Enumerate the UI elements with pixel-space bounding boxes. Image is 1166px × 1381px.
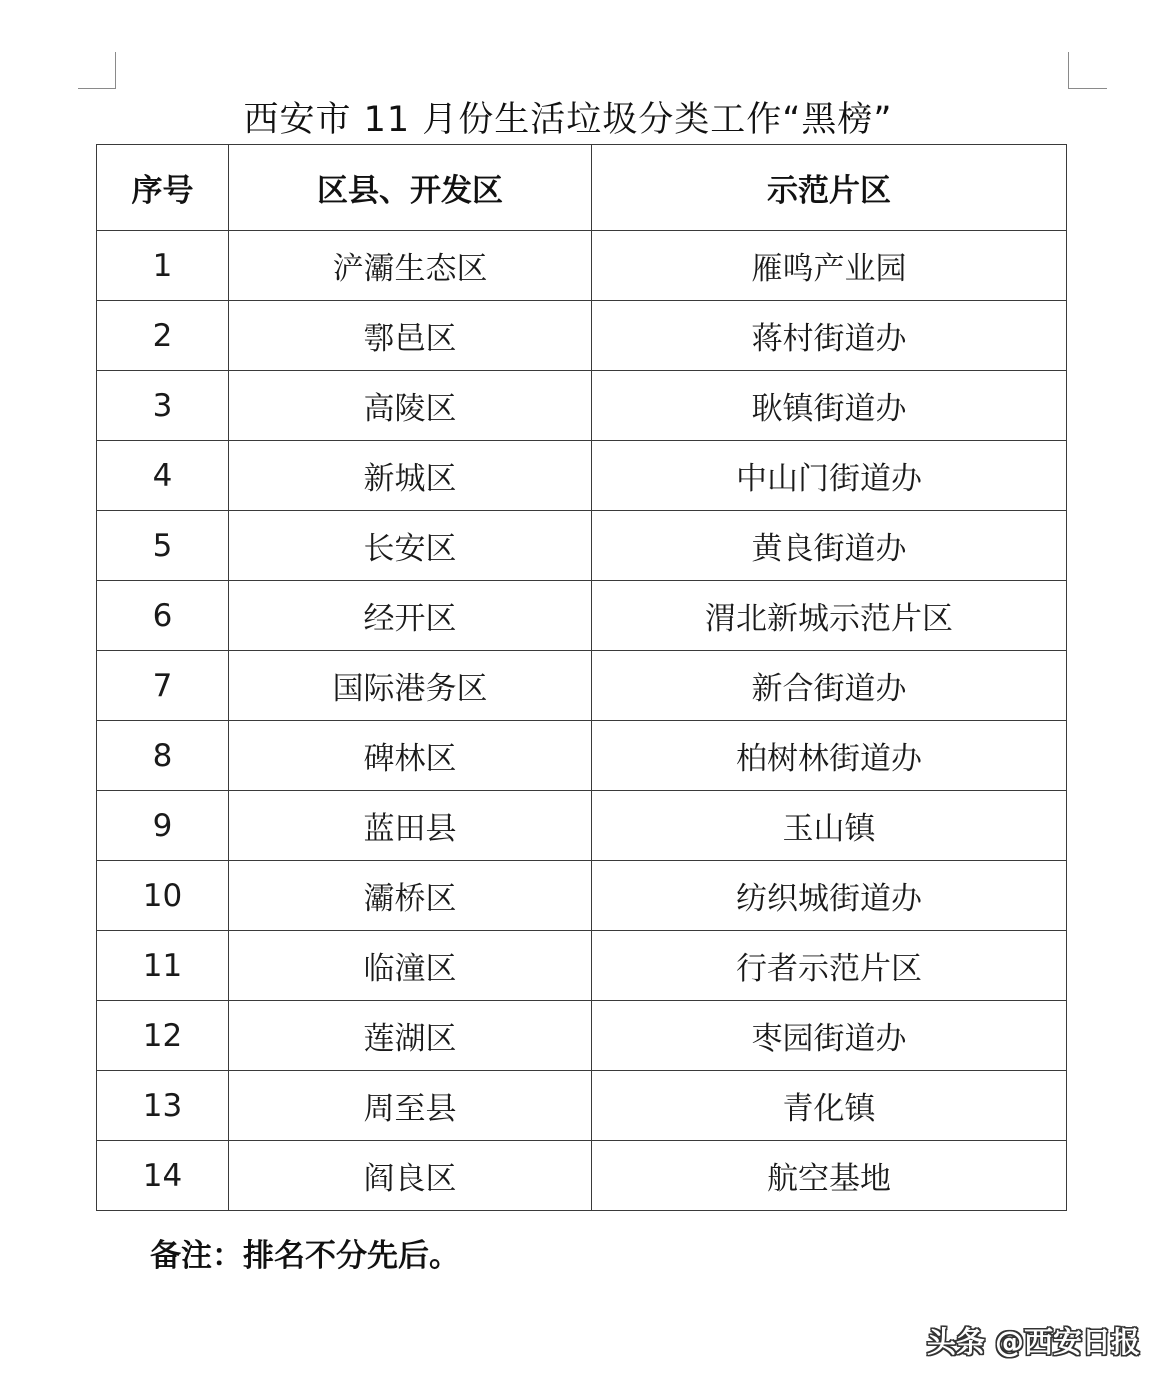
table-row xyxy=(97,791,1067,861)
table-row xyxy=(97,861,1067,931)
table-row xyxy=(97,651,1067,721)
cell-demo-area: 行者示范片区 xyxy=(592,931,1067,1001)
table-row xyxy=(97,581,1067,651)
cell-index: 14 xyxy=(97,1141,229,1211)
table-row xyxy=(97,371,1067,441)
cell-district: 周至县 xyxy=(229,1071,592,1141)
cell-district: 新城区 xyxy=(229,441,592,511)
cell-district: 长安区 xyxy=(229,511,592,581)
table-header-row xyxy=(97,145,1067,231)
cell-demo-area: 新合街道办 xyxy=(592,651,1067,721)
table-row xyxy=(97,931,1067,1001)
cell-district: 临潼区 xyxy=(229,931,592,1001)
source-watermark: 头条 @西安日报 xyxy=(926,1325,1140,1359)
cell-demo-area: 青化镇 xyxy=(592,1071,1067,1141)
cell-index: 9 xyxy=(97,791,229,861)
blacklist-table xyxy=(96,144,1067,1211)
table-row xyxy=(97,511,1067,581)
cell-demo-area: 渭北新城示范片区 xyxy=(592,581,1067,651)
table-row xyxy=(97,301,1067,371)
page-corner-mark-top-right xyxy=(1068,52,1107,89)
cell-demo-area: 纺织城街道办 xyxy=(592,861,1067,931)
cell-index: 10 xyxy=(97,861,229,931)
cell-demo-area: 玉山镇 xyxy=(592,791,1067,861)
cell-district: 国际港务区 xyxy=(229,651,592,721)
table-row xyxy=(97,721,1067,791)
cell-district: 莲湖区 xyxy=(229,1001,592,1071)
table-row xyxy=(97,1071,1067,1141)
cell-demo-area: 雁鸣产业园 xyxy=(592,231,1067,301)
cell-index: 3 xyxy=(97,371,229,441)
header-district: 区县、开发区 xyxy=(229,145,592,231)
cell-index: 6 xyxy=(97,581,229,651)
cell-index: 7 xyxy=(97,651,229,721)
table-row xyxy=(97,1141,1067,1211)
cell-index: 12 xyxy=(97,1001,229,1071)
footnote: 备注：排名不分先后。 xyxy=(150,1238,460,1274)
cell-demo-area: 枣园街道办 xyxy=(592,1001,1067,1071)
cell-district: 碑林区 xyxy=(229,721,592,791)
table-row xyxy=(97,1001,1067,1071)
cell-district: 经开区 xyxy=(229,581,592,651)
cell-district: 蓝田县 xyxy=(229,791,592,861)
cell-demo-area: 耿镇街道办 xyxy=(592,371,1067,441)
cell-index: 4 xyxy=(97,441,229,511)
cell-index: 1 xyxy=(97,231,229,301)
header-demo-area: 示范片区 xyxy=(592,145,1067,231)
cell-district: 阎良区 xyxy=(229,1141,592,1211)
page-title: 西安市 11 月份生活垃圾分类工作“黑榜” xyxy=(243,100,893,140)
table-row xyxy=(97,441,1067,511)
cell-demo-area: 中山门街道办 xyxy=(592,441,1067,511)
cell-district: 灞桥区 xyxy=(229,861,592,931)
cell-index: 13 xyxy=(97,1071,229,1141)
cell-demo-area: 柏树林街道办 xyxy=(592,721,1067,791)
cell-index: 2 xyxy=(97,301,229,371)
cell-demo-area: 航空基地 xyxy=(592,1141,1067,1211)
cell-district: 高陵区 xyxy=(229,371,592,441)
page-corner-mark-top-left xyxy=(78,52,116,89)
cell-district: 浐灞生态区 xyxy=(229,231,592,301)
cell-index: 8 xyxy=(97,721,229,791)
cell-district: 鄠邑区 xyxy=(229,301,592,371)
table-body xyxy=(97,231,1067,1211)
cell-index: 5 xyxy=(97,511,229,581)
table-row xyxy=(97,231,1067,301)
cell-demo-area: 蒋村街道办 xyxy=(592,301,1067,371)
header-index: 序号 xyxy=(97,145,229,231)
cell-index: 11 xyxy=(97,931,229,1001)
cell-demo-area: 黄良街道办 xyxy=(592,511,1067,581)
